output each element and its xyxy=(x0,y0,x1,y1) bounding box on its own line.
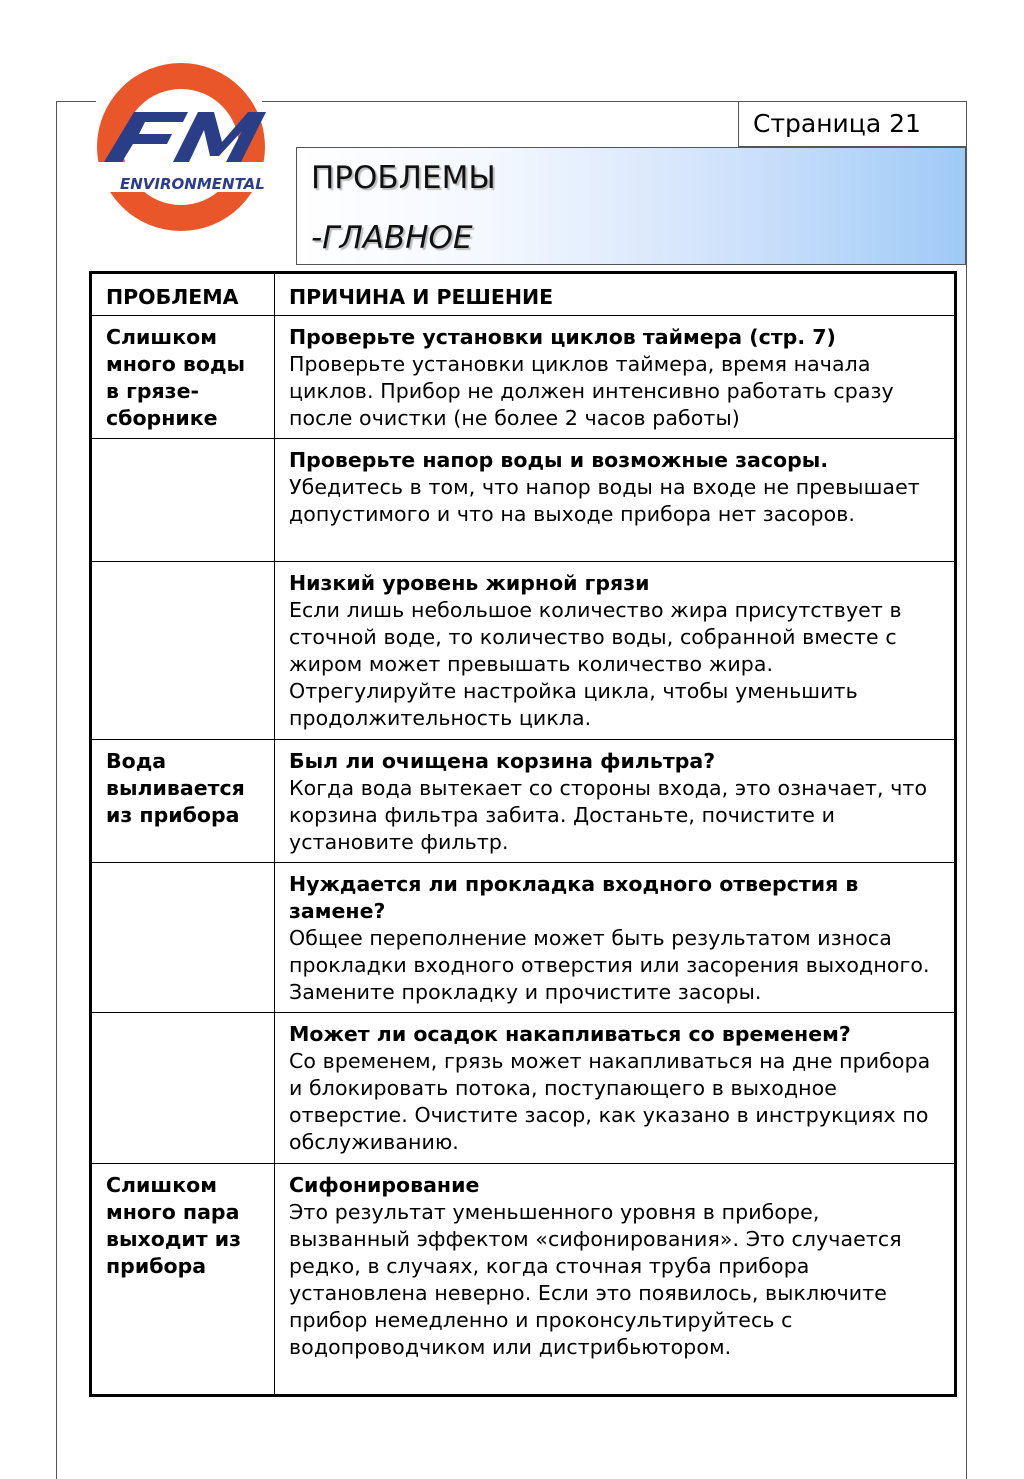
cause-title: Может ли осадок накапливаться со временем? xyxy=(289,1022,851,1046)
logo-graphic xyxy=(76,50,298,240)
title-line-2: -ГЛАВНОЕ xyxy=(311,220,473,256)
problem-cell: Слишком много воды в грязе-сборнике xyxy=(91,316,275,439)
cause-text: Это результат уменьшенного уровня в приборе, вызванный эффектом «сифонирования». Это случается редко, в случаях, когда сточная труба прибора установлена неверно. Если это появилось, выключите прибор немедленно и проконсультируйтесь с водопроводчиком или дистрибьютором. xyxy=(289,1200,902,1359)
problem-cell xyxy=(91,863,275,1013)
cause-cell xyxy=(275,439,956,562)
cause-cell xyxy=(275,1013,956,1164)
problem-cell: Вода выливается из прибора xyxy=(91,740,275,863)
header-cause-solution: ПРИЧИНА И РЕШЕНИЕ xyxy=(275,273,956,316)
table-row xyxy=(91,863,956,1013)
cause-cell xyxy=(275,562,956,740)
title-banner xyxy=(296,147,966,265)
cause-title: Проверьте установки циклов таймера (стр. 7) xyxy=(289,325,836,349)
cause-title: Сифонирование xyxy=(289,1173,480,1197)
table-row xyxy=(91,439,956,562)
table-row xyxy=(91,1164,956,1396)
cause-title: Проверьте напор воды и возможные засоры. xyxy=(289,448,829,472)
table-row xyxy=(91,740,956,863)
cause-text: Проверьте установки циклов таймера, время начала циклов. Прибор не должен интенсивно работать сразу после очистки (не более 2 часов работы) xyxy=(289,352,894,430)
problem-cell xyxy=(91,439,275,562)
header-problem: ПРОБЛЕМА xyxy=(91,273,275,316)
cause-text: Когда вода вытекает со стороны входа, это означает, что корзина фильтра забита. Достаньте, почистите и установите фильтр. xyxy=(289,776,928,854)
problem-cell xyxy=(91,1013,275,1164)
cause-title: Низкий уровень жирной грязи xyxy=(289,571,650,595)
cause-text: Если лишь небольшое количество жира присутствует в сточной воде, то количество воды, собранной вместе с жиром может превышать количество жира. Отрегулируйте настройка цикла, чтобы уменьшить продолжительность цикла. xyxy=(289,598,902,730)
table-row xyxy=(91,562,956,740)
problem-cell: Слишком много пара выходит из прибора xyxy=(91,1164,275,1396)
cause-title: Был ли очищена корзина фильтра? xyxy=(289,749,716,773)
cause-text: Убедитесь в том, что напор воды на входе не превышает допустимого и что на выходе прибора нет засоров. xyxy=(289,475,920,526)
cause-cell xyxy=(275,863,956,1013)
cause-text: Со временем, грязь может накапливаться на дне прибора и блокировать потока, поступающего в выходное отверстие. Очистите засор, как указано в инструкциях по обслуживанию. xyxy=(289,1049,931,1154)
cause-text: Общее переполнение может быть результатом износа прокладки входного отверстия или засорения выходного. Замените прокладку и прочистите засоры. xyxy=(289,926,930,1004)
logo-wordmark: ENVIRONMENTAL xyxy=(120,175,265,193)
table-header-row xyxy=(91,273,956,316)
problem-cell xyxy=(91,562,275,740)
cause-cell xyxy=(275,1164,956,1396)
cause-cell xyxy=(275,740,956,863)
cause-title: Нуждается ли прокладка входного отверстия в замене? xyxy=(289,872,859,923)
title-line-1: ПРОБЛЕМЫ xyxy=(311,160,496,196)
fm-environmental-logo xyxy=(76,50,298,240)
cause-cell xyxy=(275,316,956,439)
page-frame-left xyxy=(56,101,57,1479)
page-number: Страница 21 xyxy=(738,101,966,147)
troubleshooting-table xyxy=(89,271,957,1397)
table-row xyxy=(91,1013,956,1164)
page-frame-right xyxy=(966,101,967,1479)
table-row xyxy=(91,316,956,439)
